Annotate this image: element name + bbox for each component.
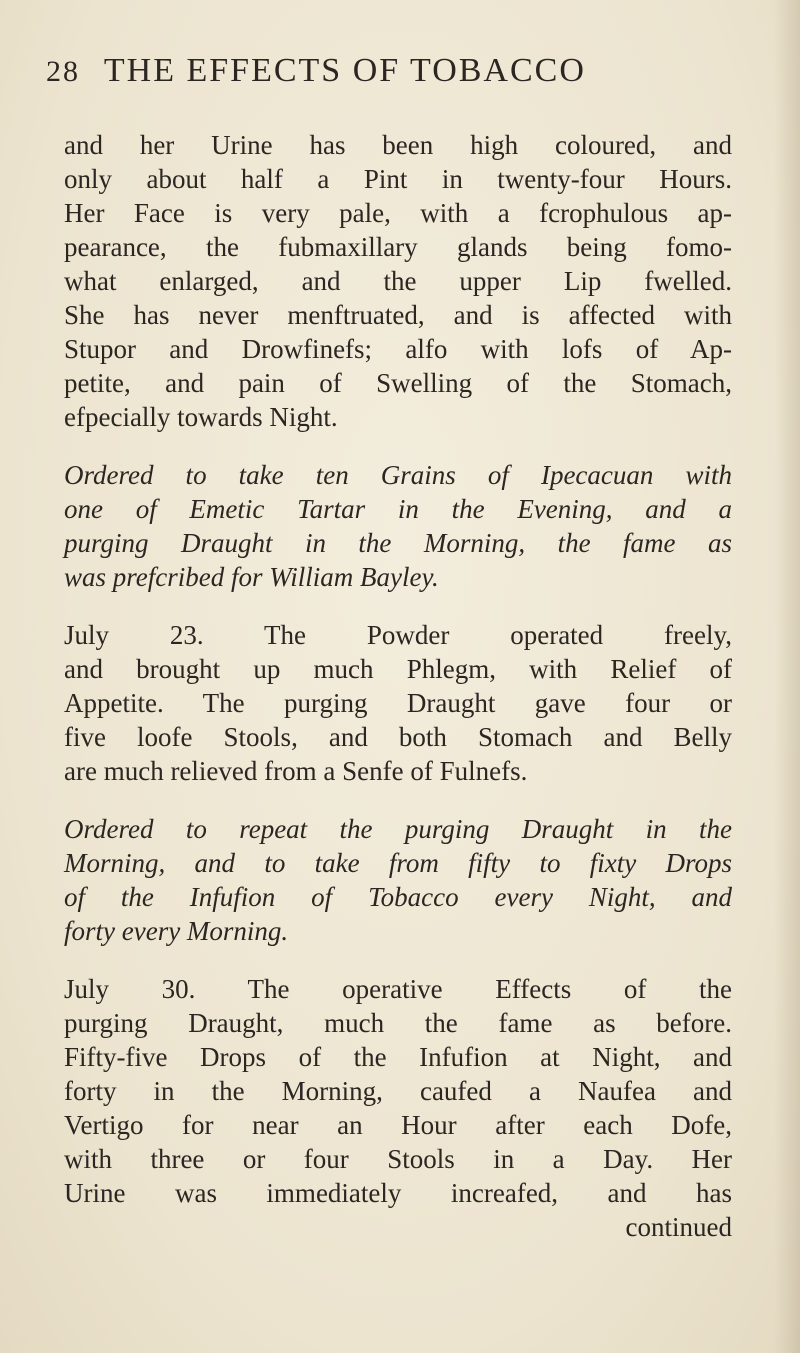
text-line: Morning, and to take from fifty to fixty Drops xyxy=(64,848,732,878)
paragraph-case-notes xyxy=(64,128,732,434)
text-line: Ordered to take ten Grains of Ipecacuan with xyxy=(64,460,732,490)
text-line: Vertigo for near an Hour after each Dofe, xyxy=(64,1110,732,1140)
page-edge-shadow xyxy=(774,0,800,1353)
text-line: Appetite. The purging Draught gave four or xyxy=(64,688,732,718)
text-line: July 23. The Powder operated freely, xyxy=(64,620,732,650)
text-line: of the Infufion of Tobacco every Night, and xyxy=(64,882,732,912)
text-line: Urine was immediately increafed, and has xyxy=(64,1178,732,1208)
text-line: pearance, the fubmaxillary glands being fomo- xyxy=(64,232,732,262)
text-line: purging Draught, much the fame as before. xyxy=(64,1008,732,1038)
paragraph-prescription-1 xyxy=(64,458,732,594)
text-line: and her Urine has been high coloured, and xyxy=(64,130,732,160)
text-line: what enlarged, and the upper Lip fwelled. xyxy=(64,266,732,296)
text-line: and brought up much Phlegm, with Relief of xyxy=(64,654,732,684)
catchword: continued xyxy=(625,1212,732,1242)
text-line: forty in the Morning, caufed a Naufea and xyxy=(64,1076,732,1106)
text-line: forty every Morning. xyxy=(64,916,289,946)
text-line: Fifty-five Drops of the Infufion at Night, and xyxy=(64,1042,732,1072)
running-header xyxy=(46,52,746,90)
paragraph-july-30 xyxy=(64,972,732,1244)
running-title: THE EFFECTS OF TOBACCO xyxy=(103,52,586,89)
text-line: Stupor and Drowfinefs; alfo with lofs of Ap- xyxy=(64,334,732,364)
text-line: Her Face is very pale, with a fcrophulous ap- xyxy=(64,198,732,228)
text-line: was prefcribed for William Bayley. xyxy=(64,562,439,592)
text-line: efpecially towards Night. xyxy=(64,402,338,432)
text-line: She has never menftruated, and is affected with xyxy=(64,300,732,330)
page-body xyxy=(64,128,732,1244)
paragraph-prescription-2 xyxy=(64,812,732,948)
text-line: one of Emetic Tartar in the Evening, and a xyxy=(64,494,732,524)
page-number: 28 xyxy=(46,55,80,88)
text-line: Ordered to repeat the purging Draught in the xyxy=(64,814,732,844)
text-line: petite, and pain of Swelling of the Stomach, xyxy=(64,368,732,398)
text-line: five loofe Stools, and both Stomach and Belly xyxy=(64,722,732,752)
text-line: with three or four Stools in a Day. Her xyxy=(64,1144,732,1174)
paragraph-july-23 xyxy=(64,618,732,788)
text-line: purging Draught in the Morning, the fame as xyxy=(64,528,732,558)
text-line: July 30. The operative Effects of the xyxy=(64,974,732,1004)
text-line: only about half a Pint in twenty-four Hours. xyxy=(64,164,732,194)
text-line: are much relieved from a Senfe of Fulnefs. xyxy=(64,756,528,786)
